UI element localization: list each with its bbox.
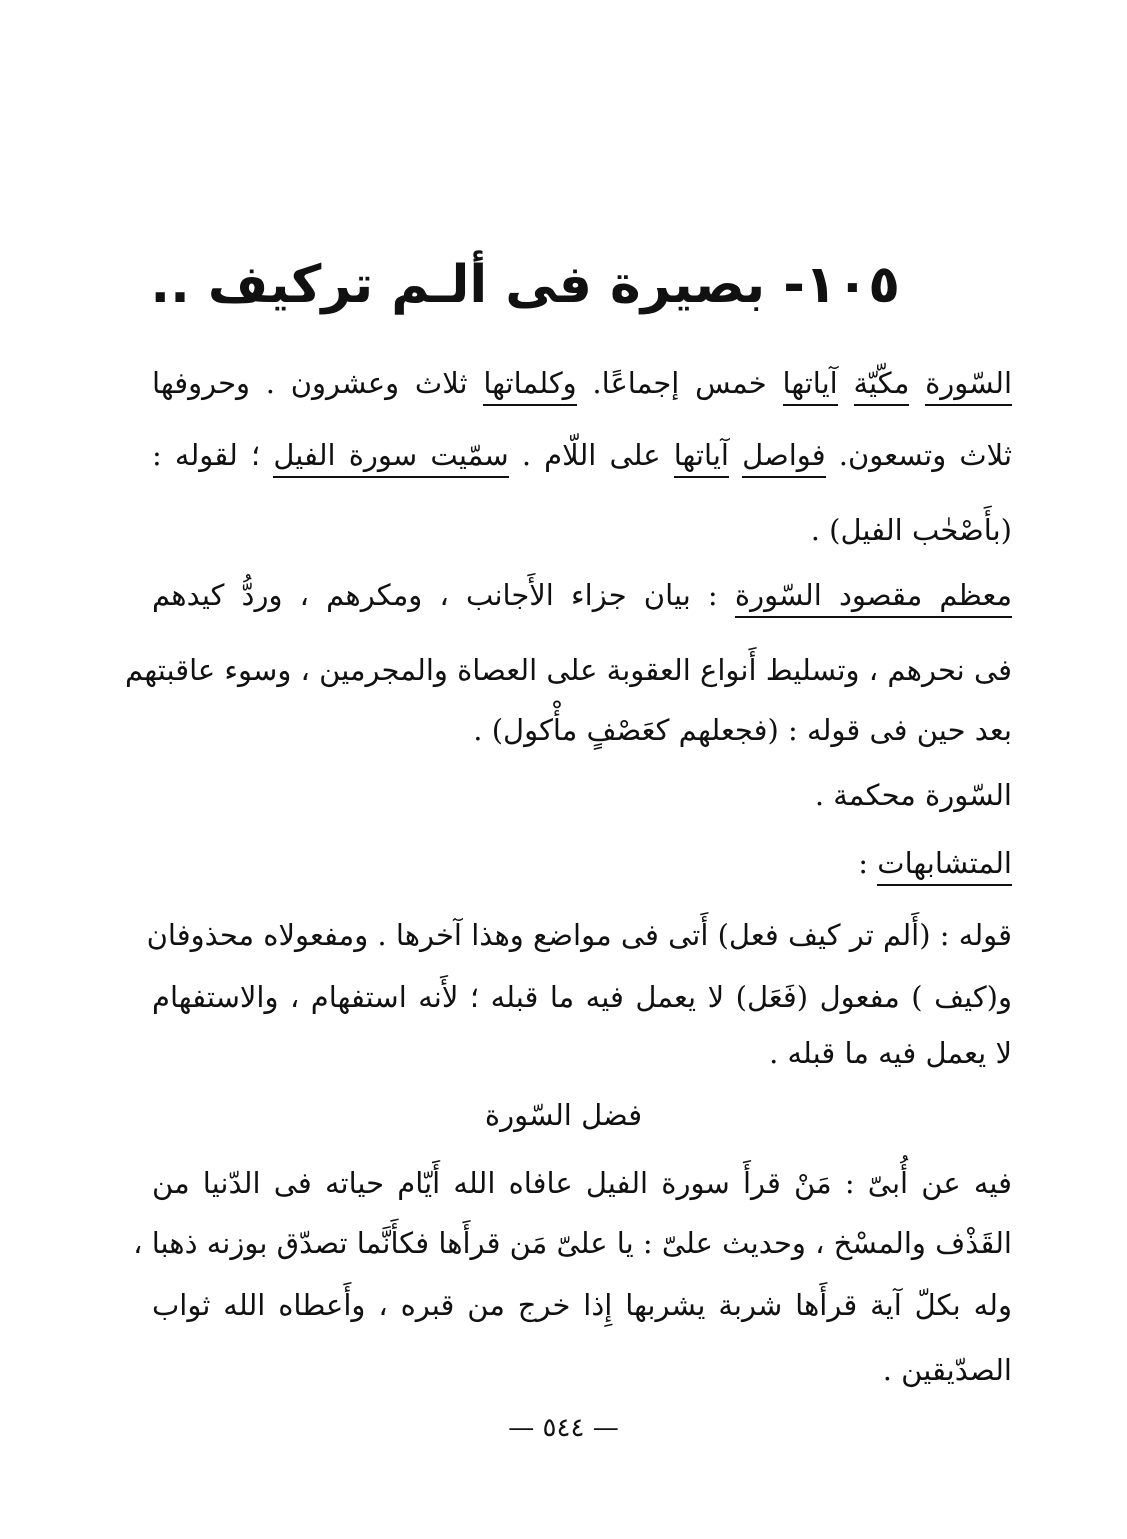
mutashabihat-line-1: قوله : (أَلم تر كيف فعل) أَتى فى مواضع وهذا آخرها . ومفعولاه محذوفان (146, 918, 1012, 952)
intro-line-1 (152, 358, 1012, 408)
intro-line-3: (بأَصْحٰب الفيل) . (810, 513, 1012, 547)
text-run: ثلاث وعشرون . وحروفها (152, 366, 468, 400)
purpose-line-1 (152, 570, 1012, 620)
underlined-term: وكلماتها (483, 366, 576, 406)
purpose-line-2: فى نحرهم ، وتسليط أَنواع العقوبة على العصاة والمجرمين ، وسوء عاقبتهم (125, 653, 1012, 687)
text-run: على اللّام . (521, 438, 661, 472)
fadl-line-4: الصدّيقين . (882, 1353, 1012, 1387)
underlined-term: آياتها (674, 438, 729, 478)
purpose-line-3: بعد حين فى قوله : (فجعلهم كعَصْفٍ مأْكول) . (473, 713, 1012, 747)
chapter-title: ١٠٥- بصيرة فى ألـم تركيف .. (150, 255, 900, 315)
underlined-term: سمّيت سورة الفيل (273, 438, 508, 478)
text-run: : بيان جزاء الأَجانب ، ومكرهم ، وردُّ كيدهم (152, 578, 718, 612)
heading-colon: : (858, 846, 869, 880)
page-number: — ٥٤٤ — (508, 1413, 619, 1443)
mutashabihat-heading (858, 838, 1012, 888)
muhkama-line: السّورة محكمة . (814, 778, 1012, 812)
underlined-term: السّورة (925, 366, 1012, 406)
mutashabihat-line-3: لا يعمل فيه ما قبله . (769, 1036, 1012, 1070)
mutashabihat-line-2: و(كيف ) مفعول (فَعَل) لا يعمل فيه ما قبله ؛ لأَنه استفهام ، والاستفهام (152, 980, 1012, 1014)
underlined-term: مكّيّة (854, 366, 910, 406)
fadl-heading: فضل السّورة (484, 1098, 643, 1132)
section-heading: المتشابهات (877, 846, 1012, 886)
intro-line-2 (152, 430, 1012, 480)
text-run: خمس إجماعًا. (592, 366, 767, 400)
underlined-term: آياتها (783, 366, 838, 406)
underlined-term: معظم مقصود السّورة (735, 578, 1012, 618)
fadl-line-1: فيه عن أُبىّ : مَنْ قرأَ سورة الفيل عافاه الله أَيّام حياته فى الدّنيا من (152, 1166, 1012, 1200)
text-run: ثلاث وتسعون. (838, 438, 1013, 472)
fadl-line-3: وله بكلّ آية قرأَها شربة يشربها إِذا خرج من قبره ، وأَعطاه الله ثواب (152, 1288, 1012, 1322)
fadl-line-2: القَذْف والمسْخ ، وحديث علىّ : يا علىّ مَن قرأَها فكأَنَّما تصدّق بوزنه ذهبا ، (133, 1226, 1012, 1260)
underlined-term: فواصل (742, 438, 826, 478)
text-run: ؛ لقوله : (152, 438, 261, 472)
